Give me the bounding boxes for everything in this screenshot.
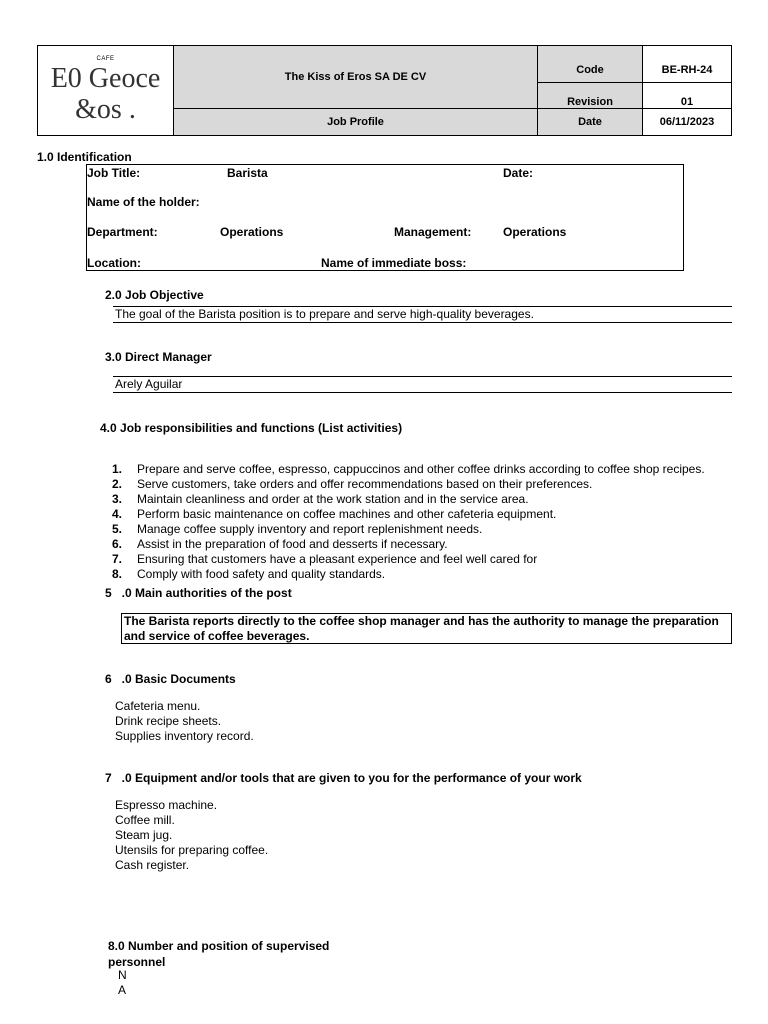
item-number: 3. — [112, 492, 123, 506]
item-text: Assist in the preparation of food and desserts if necessary. — [137, 537, 448, 551]
manager-heading: 3.0 Direct Manager — [105, 350, 212, 364]
objective-text: The goal of the Barista position is to prepare and serve high-quality beverages. — [115, 307, 534, 321]
company-name: The Kiss of Eros SA DE CV — [174, 46, 538, 109]
company-logo — [38, 46, 174, 135]
document-item: Supplies inventory record. — [115, 729, 254, 743]
revision-label: Revision — [538, 83, 643, 109]
holder-label: Name of the holder: — [87, 195, 200, 209]
item-number: 5. — [112, 522, 123, 536]
item-number: 6. — [112, 537, 123, 551]
supervised-heading-line-2: personnel — [108, 955, 166, 969]
item-text: Comply with food safety and quality standards. — [137, 567, 386, 581]
item-number: 4. — [112, 507, 123, 521]
identification-box — [86, 164, 684, 271]
revision-value: 01 — [643, 83, 731, 109]
supervised-heading-line-1: 8.0 Number and position of supervised — [108, 939, 330, 953]
document-item: Drink recipe sheets. — [115, 714, 222, 728]
supervised-value-line-1: N — [118, 968, 127, 982]
job-title-value: Barista — [227, 166, 268, 180]
item-text: Ensuring that customers have a pleasant experience and feel well cared for — [137, 552, 538, 566]
list-item — [112, 492, 705, 507]
department-label: Department: — [87, 225, 158, 239]
list-item — [112, 462, 705, 477]
authorities-box: The Barista reports directly to the coffee shop manager and has the authority to manage the preparation and service of coffee beverages. — [121, 613, 732, 644]
document-item: Cafeteria menu. — [115, 699, 201, 713]
item-text: Manage coffee supply inventory and report replenishment needs. — [137, 522, 483, 536]
supervised-value-line-2: A — [118, 983, 127, 997]
list-item — [112, 537, 705, 552]
responsibilities-list — [112, 462, 705, 582]
equipment-item: Espresso machine. — [115, 798, 218, 812]
item-text: Prepare and serve coffee, espresso, cappuccinos and other coffee drinks according to coffee shop recipes. — [137, 462, 705, 476]
management-label: Management: — [394, 225, 472, 239]
item-number: 7. — [112, 552, 123, 566]
document-title: Job Profile — [174, 109, 538, 135]
immediate-boss-label: Name of immediate boss: — [321, 256, 467, 270]
objective-heading: 2.0 Job Objective — [105, 288, 204, 302]
documents-heading: 6 .0 Basic Documents — [105, 672, 236, 686]
location-label: Location: — [87, 256, 141, 270]
objective-bottom-rule — [113, 322, 732, 323]
list-item — [112, 507, 705, 522]
item-text: Perform basic maintenance on coffee machines and other cafeteria equipment. — [137, 507, 557, 521]
job-title-label: Job Title: — [87, 166, 141, 180]
code-value: BE-RH-24 — [643, 46, 731, 83]
date-label: Date — [538, 109, 643, 135]
item-text: Serve customers, take orders and offer recommendations based on their preferences. — [137, 477, 593, 491]
item-number: 2. — [112, 477, 123, 491]
management-value: Operations — [503, 225, 567, 239]
list-item — [112, 522, 705, 537]
date-value: 06/11/2023 — [659, 116, 715, 128]
list-item — [112, 477, 705, 492]
manager-bottom-rule — [113, 392, 732, 393]
responsibilities-heading: 4.0 Job responsibilities and functions (List activities) — [100, 421, 403, 435]
manager-name: Arely Aguilar — [115, 377, 183, 391]
item-number: 8. — [112, 567, 123, 581]
item-number: 1. — [112, 462, 123, 476]
equipment-item: Cash register. — [115, 858, 190, 872]
logo-line-1: E0 Geoce — [50, 62, 161, 94]
manager-top-rule — [113, 376, 732, 377]
identification-heading: 1.0 Identification — [37, 150, 132, 164]
authorities-heading: 5 .0 Main authorities of the post — [105, 586, 292, 600]
equipment-item: Utensils for preparing coffee. — [115, 843, 269, 857]
item-text: Maintain cleanliness and order at the work station and in the service area. — [137, 492, 529, 506]
equipment-item: Coffee mill. — [115, 813, 175, 827]
list-item — [112, 567, 705, 582]
list-item — [112, 552, 705, 567]
document-header-table — [37, 45, 732, 136]
equipment-item: Steam jug. — [115, 828, 173, 842]
code-label: Code — [538, 46, 643, 83]
logo-line-2: &os . — [75, 93, 136, 125]
equipment-heading: 7 .0 Equipment and/or tools that are given to you for the performance of your work — [105, 771, 582, 785]
logo-small-text: CAFE — [96, 55, 115, 62]
id-date-label: Date: — [503, 166, 534, 180]
department-value: Operations — [220, 225, 284, 239]
